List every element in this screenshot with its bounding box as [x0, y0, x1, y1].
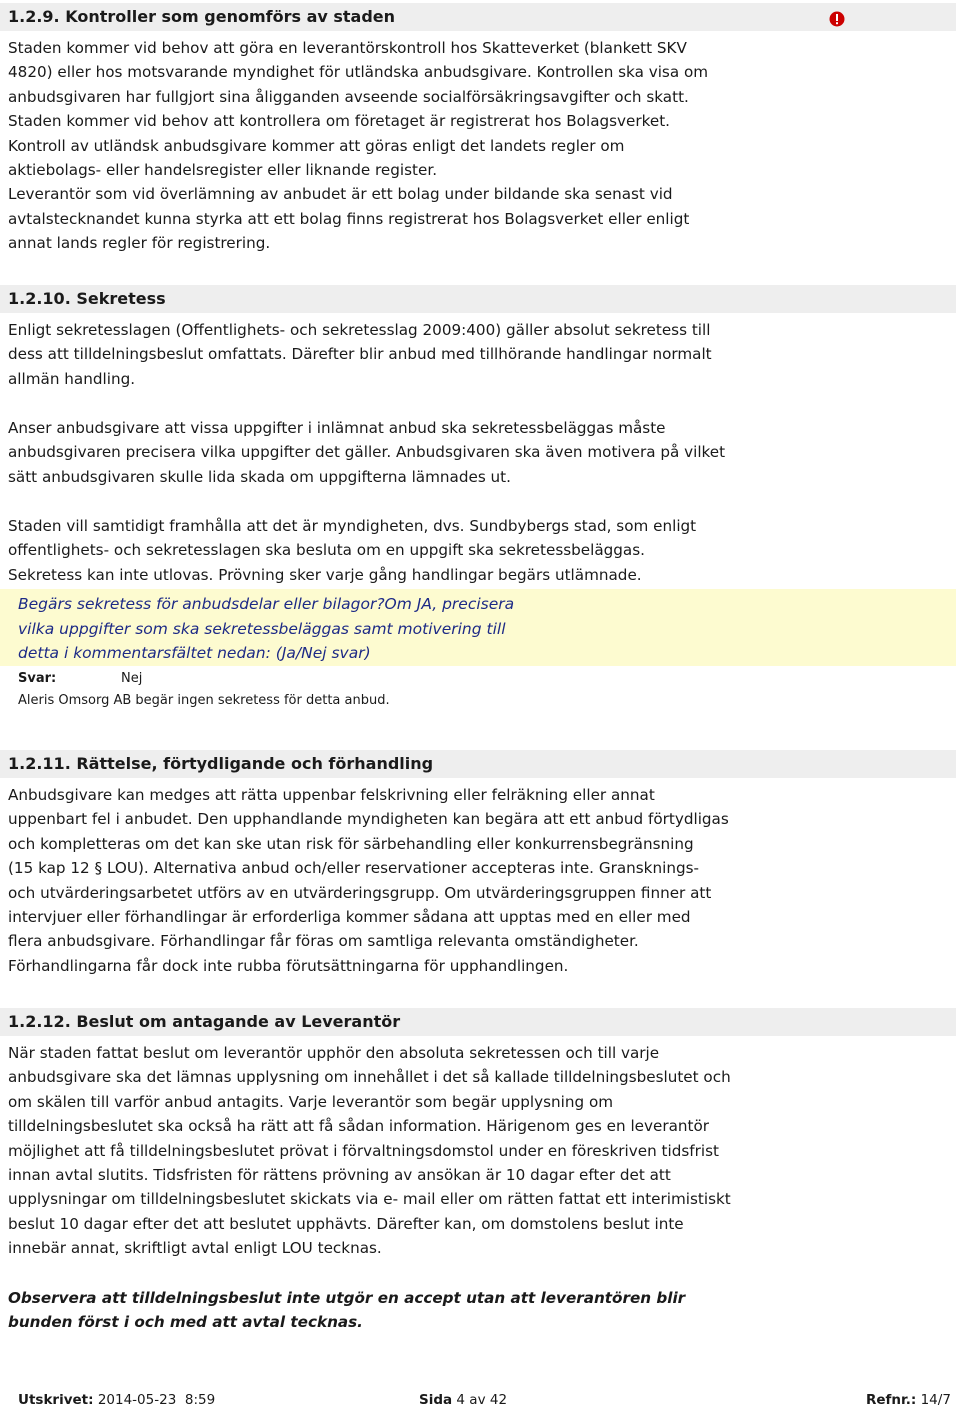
text-line: Sekretess kan inte utlovas. Prövning sker varje gång handlingar begärs utlämnade.: [8, 565, 642, 584]
text-line: Kontroll av utländsk anbudsgivare kommer att göras enligt det landets regler om: [8, 136, 625, 155]
alert-icon: [829, 11, 845, 27]
question-text: [18, 592, 578, 666]
heading-number: 1.2.10.: [8, 289, 71, 308]
question-line: detta i kommentarsfältet nedan: (Ja/Nej svar): [18, 644, 371, 662]
text-line: allmän handling.: [8, 369, 136, 388]
text-line: dess att tilldelningsbeslut omfattats. Därefter blir anbud med tillhörande handlingar normalt: [8, 345, 712, 364]
text-line: upplysningar om tilldelningsbeslutet skickats via e- mail eller om rätten fattat ett interimistiskt: [8, 1190, 731, 1209]
heading-title: Sekretess: [76, 289, 166, 308]
answer-label: Svar:: [18, 671, 57, 686]
heading-number: 1.2.9.: [8, 7, 60, 26]
text-line: Anbudsgivare kan medges att rätta uppenbar felskrivning eller felräkning eller annat: [8, 786, 655, 804]
question-line: Begärs sekretess för anbudsdelar eller bilagor?Om JA, precisera: [18, 595, 515, 613]
text-line: innan avtal slutits. Tidsfristen för rättens prövning av ansökan är 10 dagar efter det att: [8, 1166, 671, 1185]
footer-page-label: Sida: [419, 1392, 453, 1408]
footer-ref-label: Refnr.:: [866, 1392, 917, 1408]
heading-title: Beslut om antagande av Leverantör: [76, 1012, 401, 1031]
text-line: anbudsgivare ska det lämnas upplysning om innehållet i det så kallade tilldelningsbeslutet och: [8, 1068, 731, 1087]
text-line: flera anbudsgivare. Förhandlingar får föras om samtliga relevanta omständigheter.: [8, 932, 639, 951]
text-line: 4820) eller hos motsvarande myndighet för utländska anbudsgivare. Kontrollen ska visa om: [8, 63, 709, 82]
question-line: vilka uppgifter som ska sekretessbeläggas samt motivering till: [18, 619, 506, 638]
text-line: Staden kommer vid behov att kontrollera om företaget är registrerat hos Bolagsverket.: [8, 112, 671, 131]
footer-ref: [866, 1392, 951, 1408]
text-line: aktiebolags- eller handelsregister eller liknande register.: [8, 161, 438, 180]
text-line: och kompletteras om det kan ske utan risk för särbehandling eller konkurrensbegränsning: [8, 834, 694, 853]
heading-number: 1.2.12.: [8, 1012, 71, 1031]
text-line: anbudsgivaren precisera vilka uppgifter det gäller. Anbudsgivaren ska även motivera på vilket: [8, 443, 726, 462]
text-line: om skälen till varför anbud antagits. Varje leverantör som begär upplysning om: [8, 1092, 614, 1111]
section-heading-1-2-11: [0, 750, 956, 778]
text-line: uppenbart fel i anbudet. Den upphandlande myndigheten kan begära att ett anbud förtydligas: [8, 810, 729, 829]
important-note: [8, 1286, 953, 1335]
sekretess-paragraph-2: [8, 416, 953, 489]
footer-page-value: 4 av 42: [456, 1392, 508, 1408]
text-line: beslut 10 dagar efter det att beslutet upphävts. Därefter kan, om domstolens beslut inte: [8, 1214, 684, 1233]
heading-number: 1.2.11.: [8, 754, 71, 773]
section-heading-1-2-12: [0, 1008, 956, 1036]
text-line: Leverantör som vid överlämning av anbudet är ett bolag under bildande ska senast vid: [8, 185, 673, 204]
text-line: innebär annat, skriftligt avtal enligt LOU tecknas.: [8, 1239, 382, 1258]
sekretess-paragraph-3: [8, 514, 953, 587]
text-line: och utvärderingsarbetet utförs av en utvärderingsgrupp. Om utvärderingsgruppen finner att: [8, 883, 712, 902]
text-line: Förhandlingarna får dock inte rubba förutsättningarna för upphandlingen.: [8, 956, 569, 975]
note-line: Observera att tilldelningsbeslut inte utgör en accept utan att leverantören blir: [8, 1289, 686, 1307]
section-body-1-2-9: [8, 36, 953, 256]
text-line: offentlighets- och sekretesslagen ska besluta om en uppgift ska sekretessbeläggas.: [8, 541, 645, 560]
text-line: Enligt sekretesslagen (Offentlighets- och sekretesslag 2009:400) gäller absolut sekretess till: [8, 321, 711, 339]
footer-printed: [18, 1392, 215, 1408]
section-heading-1-2-10: [0, 285, 956, 313]
footer-page: [419, 1392, 507, 1408]
note-line: bunden först i och med att avtal tecknas.: [8, 1313, 363, 1332]
answer-comment: Aleris Omsorg AB begär ingen sekretess för detta anbud.: [18, 693, 390, 708]
text-line: anbudsgivaren har fullgjort sina åligganden avseende socialförsäkringsavgifter och skatt.: [8, 87, 689, 106]
text-line: annat lands regler för registrering.: [8, 234, 271, 253]
text-line: möjlighet att få tilldelningsbeslutet prövat i förvaltningsdomstol under en föreskriven tidsfrist: [8, 1141, 719, 1160]
footer-printed-label: Utskrivet:: [18, 1392, 94, 1408]
text-line: intervjuer eller förhandlingar är erforderliga kommer sådana att upptas med en eller med: [8, 908, 691, 927]
text-line: När staden fattat beslut om leverantör upphör den absoluta sekretessen och till varje: [8, 1044, 660, 1062]
text-line: avtalstecknandet kunna styrka att ett bolag finns registrerat hos Bolagsverket eller enligt: [8, 209, 690, 228]
text-line: Staden kommer vid behov att göra en leverantörskontroll hos Skatteverket (blankett SKV: [8, 39, 687, 57]
heading-title: Rättelse, förtydligande och förhandling: [76, 754, 434, 773]
text-line: Staden vill samtidigt framhålla att det är myndigheten, dvs. Sundbybergs stad, som enligt: [8, 517, 697, 535]
footer-ref-value: 14/7: [920, 1392, 951, 1408]
answer-value: Nej: [121, 671, 143, 686]
footer-printed-value: 2014-05-23 8:59: [97, 1392, 216, 1408]
sekretess-paragraph-1: [8, 318, 953, 391]
text-line: (15 kap 12 § LOU). Alternativa anbud och/eller reservationer accepteras inte. Gransknings-: [8, 859, 699, 878]
heading-title: Kontroller som genomförs av staden: [65, 7, 396, 26]
section-body-1-2-11: [8, 783, 953, 978]
text-line: sätt anbudsgivaren skulle lida skada om uppgifterna lämnades ut.: [8, 467, 511, 486]
section-heading-1-2-9: [0, 3, 956, 31]
section-body-1-2-12: [8, 1041, 953, 1261]
text-line: tilldelningsbeslutet ska också ha rätt att få sådan information. Härigenom ges en leverantör: [8, 1117, 710, 1136]
text-line: Anser anbudsgivare att vissa uppgifter i inlämnat anbud ska sekretessbeläggas måste: [8, 419, 666, 437]
